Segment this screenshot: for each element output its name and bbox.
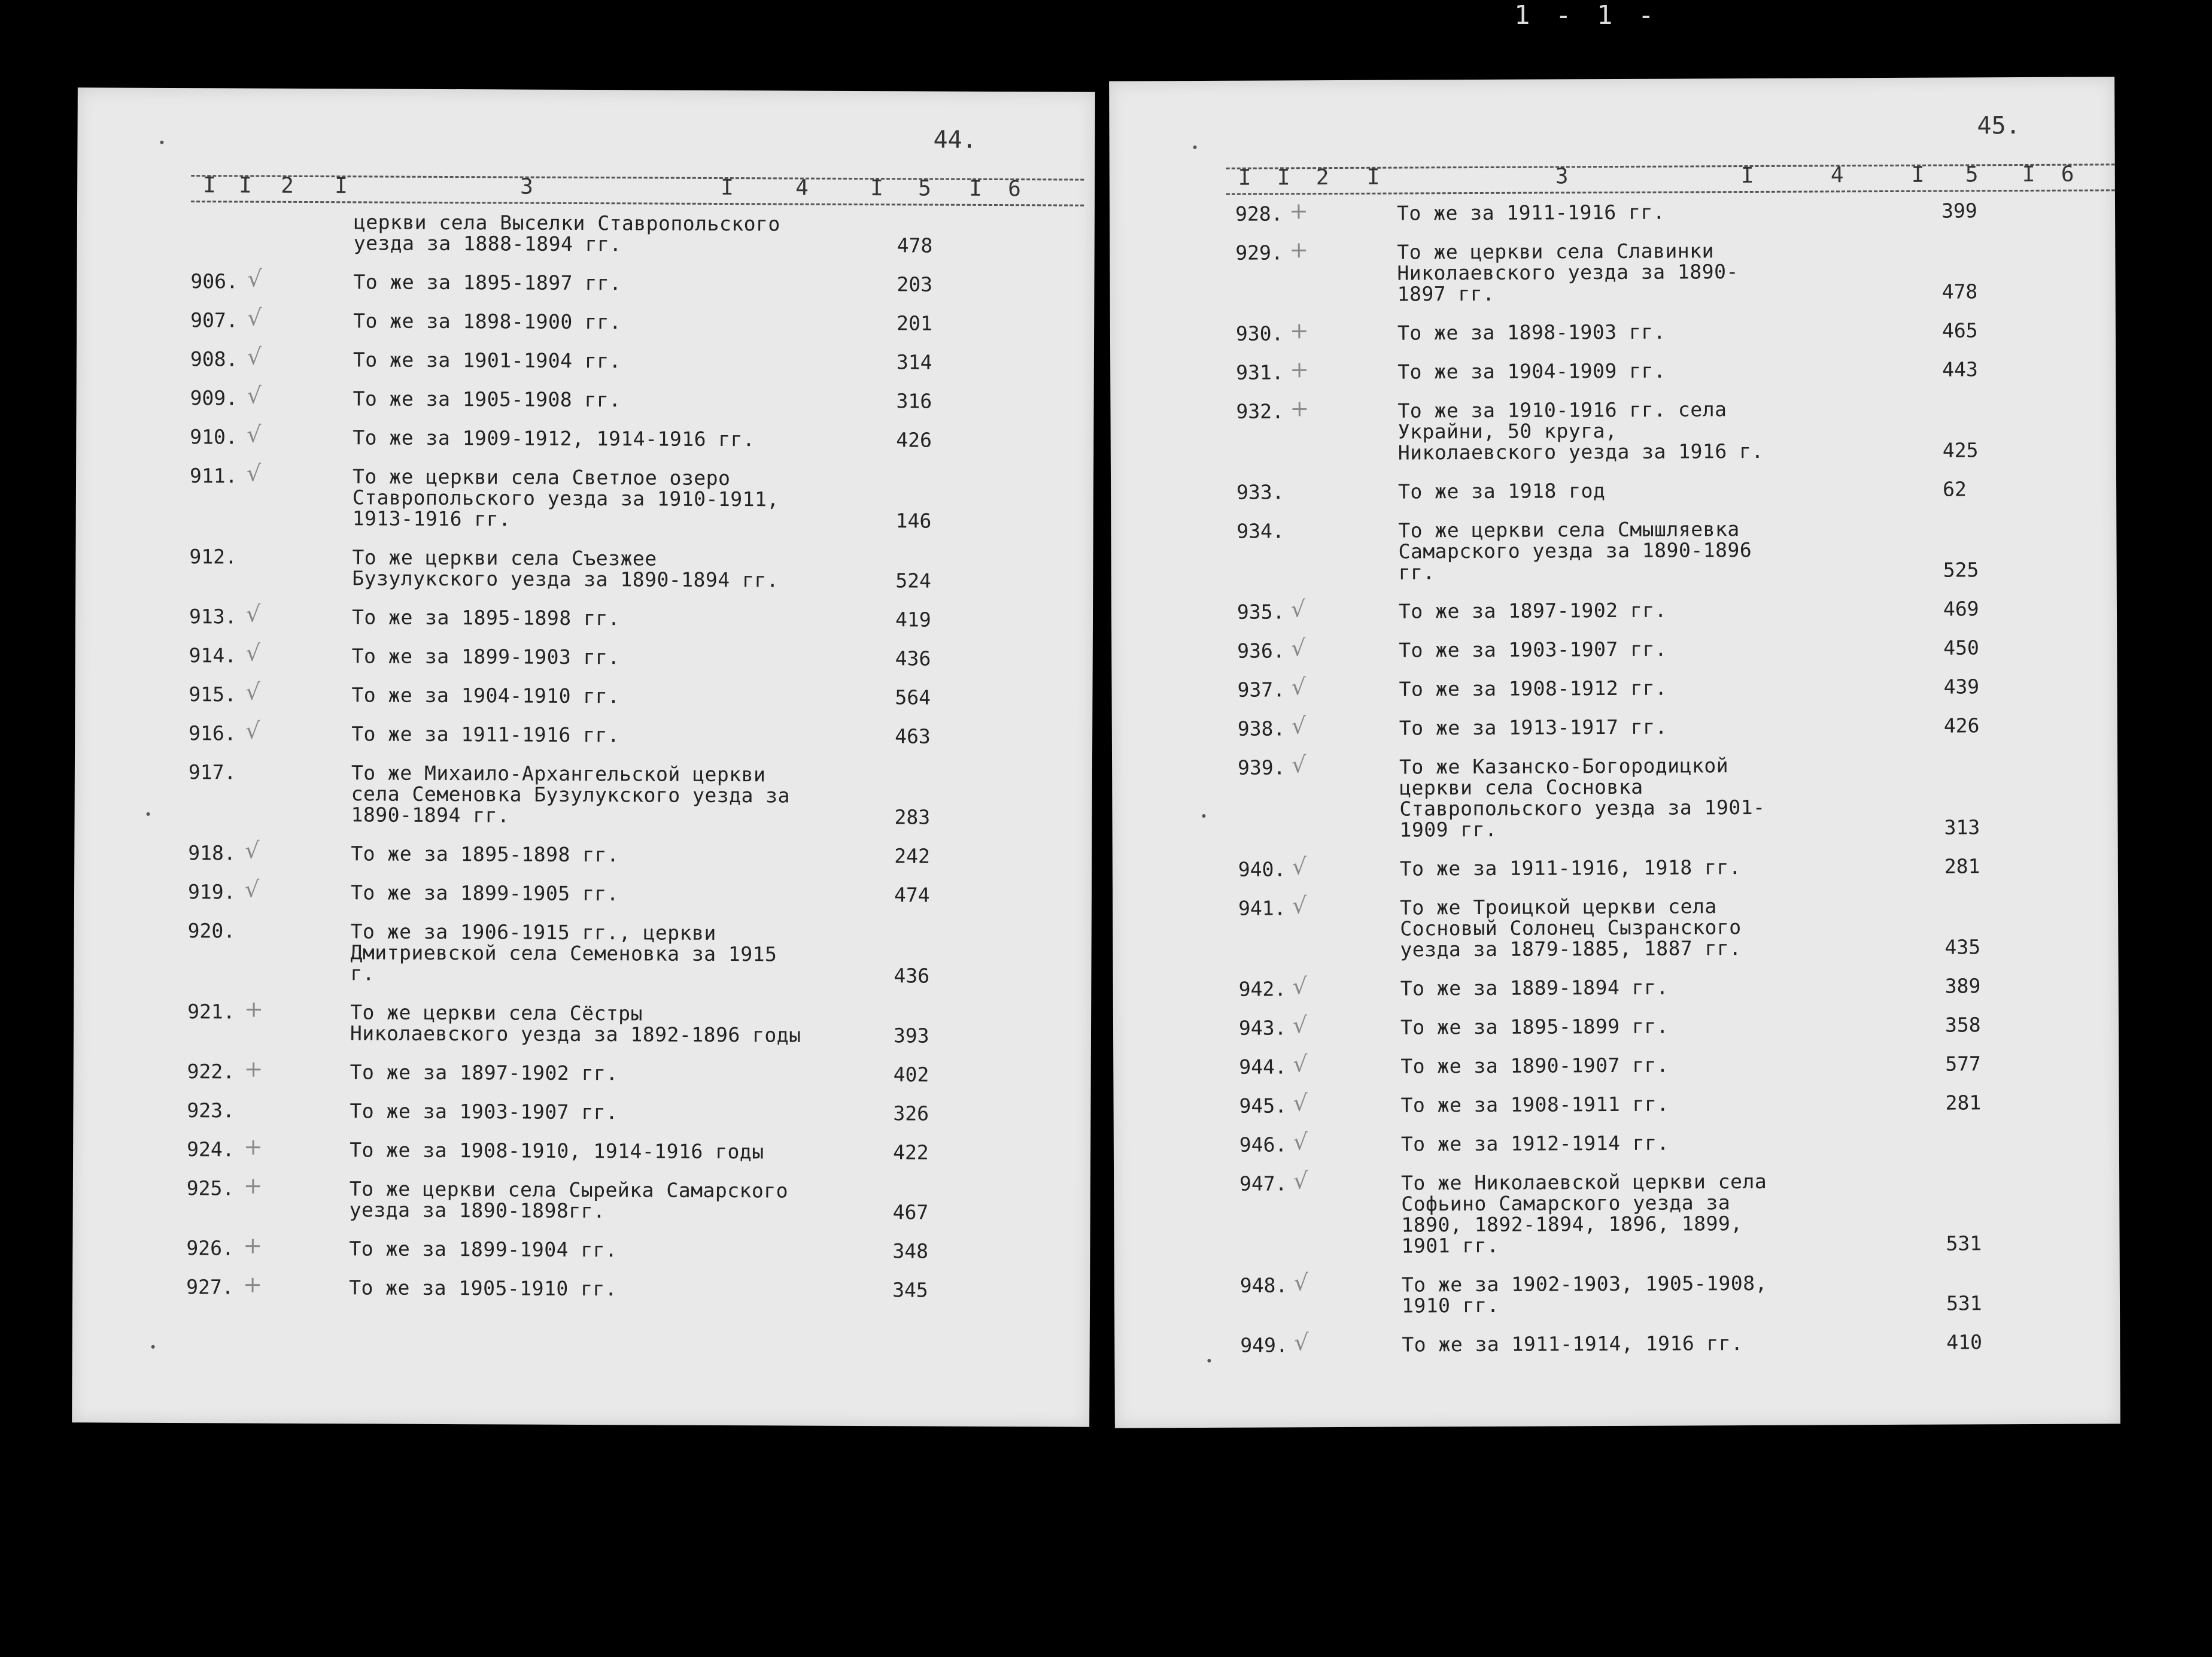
record-number: 946.: [1239, 1133, 1287, 1157]
sheet-count: 426: [896, 428, 932, 452]
check-mark: √: [245, 639, 261, 666]
record-number: 922.: [187, 1060, 235, 1084]
sheet-count: 313: [1944, 815, 1980, 839]
record-row: [1114, 1169, 2120, 1257]
record-number: 912.: [189, 545, 238, 569]
sheet-count: 399: [1941, 199, 1977, 223]
record-row: [77, 304, 1094, 335]
record-description: То же за 1911-1914, 1916 гг.: [1402, 1331, 1743, 1356]
sheet-count: 435: [1944, 935, 1981, 959]
sheet-count: 478: [1941, 280, 1978, 304]
record-description: То же за 1897-1902 гг.: [1398, 598, 1667, 623]
record-row: [75, 678, 1092, 709]
record-number: 920.: [187, 919, 236, 943]
header-col-3: 3: [520, 174, 533, 199]
record-number: 948.: [1239, 1273, 1288, 1297]
record-number: 924.: [187, 1137, 235, 1161]
record-description: То же за 1903-1907 гг.: [1399, 637, 1667, 662]
record-row: [1113, 1013, 2119, 1039]
record-description: То же за 1908-1911 гг.: [1400, 1092, 1669, 1117]
record-description: То же за 1902-1903, 1905-1908, 1910 гг.: [1401, 1271, 1767, 1318]
record-row: [73, 1172, 1090, 1224]
sheet-count: 531: [1946, 1291, 1982, 1315]
record-description: То же за 1908-1910, 1914-1916 годы: [350, 1138, 764, 1164]
margin-dot: [160, 141, 163, 144]
record-description: То же за 1912-1914 гг.: [1400, 1131, 1670, 1156]
record-description: То же церкви села Съезжее Бузулукского уезда за 1890-1894 гг.: [352, 545, 779, 592]
record-row: [1111, 597, 2117, 623]
page-number: 44.: [933, 126, 977, 154]
check-mark: √: [1292, 973, 1308, 1000]
record-row: [1110, 358, 2116, 383]
sheet-count: 348: [892, 1239, 929, 1263]
record-row: [1114, 1271, 2120, 1317]
record-row: [1113, 855, 2118, 880]
check-mark: √: [245, 837, 260, 864]
record-row: [1113, 975, 2119, 1000]
record-description: То же Троицкой церкви села Сосновый Солонец Сызранского уезда за 1879-1885, 1887 гг.: [1400, 894, 1742, 961]
record-number: 926.: [186, 1236, 234, 1260]
check-mark: √: [1291, 635, 1306, 661]
record-number: 931.: [1236, 360, 1284, 384]
record-description: То же за 1897-1902 гг.: [350, 1060, 618, 1085]
record-description: То же за 1895-1898 гг.: [351, 842, 619, 867]
record-description: То же за 1890-1907 гг.: [1400, 1053, 1669, 1078]
check-mark: +: [244, 996, 264, 1022]
header-col-2: 2: [281, 173, 294, 198]
header-col-sep: I: [1911, 162, 1925, 187]
header-col-5: 5: [918, 176, 931, 201]
record-description: То же за 1909-1912, 1914-1916 гг.: [353, 426, 755, 451]
record-number: 936.: [1237, 639, 1285, 663]
check-mark: √: [1293, 1051, 1308, 1078]
check-mark: +: [243, 1232, 263, 1259]
check-mark: +: [243, 1271, 263, 1298]
check-mark: +: [1289, 317, 1309, 344]
record-row: [77, 382, 1094, 413]
header-col-4: 4: [1830, 163, 1844, 188]
check-mark: +: [244, 1133, 263, 1160]
record-description: То же за 1901-1904 гг.: [353, 348, 622, 373]
sheet-count: 62: [1943, 477, 1967, 501]
record-number: 939.: [1238, 755, 1286, 779]
record-description: То же церкви села Сёстры Николаевского уезда за 1892-1896 годы: [350, 1000, 801, 1047]
record-number: 934.: [1236, 519, 1284, 543]
record-number: 942.: [1238, 977, 1287, 1001]
record-description: То же церкви села Сырейка Самарского уезда за 1890-1898гг.: [349, 1177, 789, 1223]
sheet-count: 283: [894, 805, 931, 829]
sheet-count: 314: [896, 350, 932, 374]
record-row: [1111, 636, 2117, 661]
record-row: [1113, 1052, 2119, 1078]
record-description: То же за 1899-1904 гг.: [349, 1237, 618, 1262]
record-row: [1111, 675, 2117, 700]
top-mark: 1 - 1 -: [1514, 0, 1659, 31]
record-row: [1113, 894, 2118, 961]
header-col-sep: I: [1238, 165, 1251, 190]
sheet-count: 316: [896, 389, 932, 413]
sheet-count: 242: [894, 844, 930, 868]
record-number: 908.: [190, 347, 238, 371]
record-description: То же за 1895-1897 гг.: [353, 270, 622, 295]
sheet-count: 345: [892, 1278, 928, 1302]
sheet-count: 326: [893, 1101, 929, 1125]
check-mark: √: [245, 600, 261, 627]
check-mark: √: [244, 876, 260, 903]
header-col-2: 2: [1315, 165, 1329, 190]
header-col-sep: I: [335, 174, 348, 199]
sheet-count: 469: [1943, 597, 1979, 621]
record-row: [75, 761, 1092, 828]
record-row: [77, 343, 1094, 374]
header-col-4: 4: [795, 175, 809, 201]
record-row: [1110, 238, 2115, 305]
record-row: [73, 1099, 1090, 1124]
sheet-count: 524: [895, 569, 931, 593]
record-description: То же Казанско-Богородицкой церкви села Сосновка Ставропольского уезда за 1901-1909 гг.: [1399, 754, 1766, 842]
record-number: 928.: [1235, 202, 1283, 226]
record-row: [76, 460, 1093, 533]
record-number: 949.: [1240, 1333, 1288, 1357]
record-list: [1110, 199, 2120, 1374]
record-number: 913.: [189, 605, 237, 629]
record-row: [1112, 753, 2118, 841]
header-col-sep: I: [969, 176, 982, 201]
record-row: [1110, 397, 2116, 464]
sheet-count: 281: [1944, 854, 1980, 878]
check-mark: +: [1290, 356, 1309, 383]
sheet-count: 436: [895, 647, 931, 670]
record-description: То же за 1913-1917 гг.: [1399, 715, 1667, 740]
sheet-count: 281: [1945, 1091, 1982, 1115]
sheet-count: 465: [1941, 318, 1978, 342]
record-row: [1112, 714, 2117, 739]
check-mark: √: [1293, 1167, 1308, 1194]
record-description: То же за 1889-1894 гг.: [1400, 975, 1669, 1000]
record-number: 927.: [186, 1275, 234, 1299]
record-row: [73, 1133, 1090, 1164]
check-mark: √: [247, 343, 262, 370]
record-description: То же Николаевской церкви села Софьино Самарского уезда за 1890, 1892-1894, 1896, 1899, 1901 гг.: [1401, 1169, 1767, 1258]
sheet-count: 389: [1944, 974, 1981, 998]
record-row: [75, 600, 1093, 632]
record-number: 907.: [190, 308, 238, 332]
column-header: [191, 175, 1084, 207]
record-row: [75, 717, 1092, 748]
record-row: [1114, 1130, 2119, 1155]
check-mark: +: [243, 1172, 263, 1199]
record-description: церкви села Выселки Ставропольского уезда за 1888-1894 гг.: [353, 210, 780, 256]
check-mark: +: [1290, 395, 1309, 422]
check-mark: √: [1293, 1090, 1308, 1116]
check-mark: √: [1292, 892, 1307, 919]
sheet-count: 393: [893, 1024, 929, 1048]
header-col-sep: I: [721, 175, 734, 201]
record-row: [74, 1055, 1091, 1087]
record-description: То же Михаило-Архангельской церкви села Семеновка Бузулукского уезда за 1890-1894 гг.: [351, 761, 791, 827]
record-description: То же церкви села Смышляевка Самарского уезда за 1890-1896 гг.: [1398, 517, 1752, 584]
sheet-count: 525: [1943, 558, 1979, 582]
sheet-count: 410: [1946, 1330, 1982, 1354]
record-description: То же за 1908-1912 гг.: [1399, 676, 1667, 701]
record-description: То же церкви села Славинки Николаевского уезда за 1890-1897 гг.: [1397, 239, 1739, 306]
record-description: То же за 1895-1898 гг.: [351, 605, 621, 630]
record-description: То же за 1904-1910 гг.: [351, 683, 620, 708]
record-number: 909.: [190, 386, 238, 410]
page-number: 45.: [1977, 112, 2020, 140]
record-number: 937.: [1237, 678, 1286, 702]
sheet-count: 358: [1944, 1013, 1981, 1037]
header-col-sep: I: [1277, 165, 1290, 190]
record-row: [74, 996, 1091, 1048]
record-number: 943.: [1238, 1016, 1287, 1040]
page-right: [1109, 77, 2120, 1428]
record-number: 910.: [190, 425, 238, 449]
sheet-count: 467: [892, 1200, 929, 1224]
record-description: То же за 1911-1916, 1918 гг.: [1399, 855, 1742, 881]
sheet-count: 439: [1943, 675, 1980, 699]
check-mark: √: [1290, 596, 1306, 623]
record-description: То же за 1906-1915 гг., церкви Дмитриевской села Семеновка за 1915 г.: [350, 919, 777, 985]
record-number: 915.: [189, 682, 237, 706]
sheet-count: 436: [894, 964, 930, 988]
header-col-sep: I: [2022, 162, 2035, 187]
record-description: То же за 1910-1916 гг. села Украйни, 50 круга, Николаевского уезда за 1916 г.: [1397, 397, 1764, 465]
record-description: То же за 1903-1907 гг.: [350, 1099, 618, 1124]
record-number: 933.: [1236, 480, 1284, 504]
page-left: [72, 87, 1095, 1427]
header-col-sep: I: [203, 173, 216, 198]
sheet-count: 577: [1945, 1052, 1981, 1076]
sheet-count: 474: [894, 883, 930, 907]
record-row: [76, 421, 1093, 452]
record-row: [75, 545, 1093, 591]
record-row: [77, 210, 1095, 256]
record-number: 938.: [1237, 717, 1286, 741]
record-description: То же за 1895-1899 гг.: [1400, 1014, 1669, 1039]
record-number: 914.: [189, 644, 237, 667]
record-row: [1113, 1091, 2119, 1116]
margin-dot: [151, 1345, 155, 1349]
sheet-count: 422: [893, 1140, 929, 1164]
sheet-count: 146: [895, 509, 932, 533]
check-mark: √: [247, 304, 262, 331]
check-mark: √: [1292, 853, 1307, 880]
check-mark: √: [1291, 673, 1306, 700]
record-row: [72, 1232, 1090, 1263]
sheet-count: 201: [897, 311, 932, 335]
record-number: 911.: [189, 464, 238, 488]
sheet-count: 443: [1942, 357, 1978, 381]
header-col-sep: I: [239, 173, 252, 198]
column-header: [1226, 163, 2115, 195]
sheet-count: 203: [897, 272, 933, 296]
record-row: [75, 639, 1093, 670]
check-mark: √: [1293, 1269, 1309, 1296]
header-col-6: 6: [1008, 177, 1021, 202]
record-row: [74, 876, 1092, 907]
check-mark: +: [1289, 198, 1308, 224]
header-col-6: 6: [2061, 162, 2074, 187]
record-number: 925.: [186, 1176, 235, 1200]
record-number: 944.: [1239, 1055, 1287, 1079]
record-description: То же за 1911-1916 гг.: [1396, 200, 1666, 225]
sheet-count: 450: [1943, 636, 1979, 660]
record-number: 929.: [1235, 241, 1283, 265]
record-row: [1111, 517, 2116, 584]
record-row: [1114, 1331, 2120, 1356]
record-number: 923.: [187, 1098, 235, 1122]
check-mark: +: [244, 1055, 263, 1082]
check-mark: √: [1293, 1128, 1308, 1155]
check-mark: √: [245, 678, 260, 705]
sheet-count: 463: [895, 724, 931, 748]
check-mark: √: [1291, 751, 1306, 778]
check-mark: √: [1291, 712, 1306, 739]
header-col-3: 3: [1555, 164, 1569, 189]
record-number: 935.: [1236, 600, 1285, 624]
record-description: То же за 1905-1910 гг.: [349, 1276, 618, 1301]
record-description: То же церкви села Светлое озеро Ставропольского уезда за 1910-1911, 1913-1916 гг.: [352, 465, 779, 531]
sheet-count: 531: [1946, 1231, 1982, 1255]
record-number: 940.: [1238, 857, 1286, 881]
record-number: 918.: [188, 841, 236, 865]
record-number: 916.: [189, 721, 236, 745]
record-number: 921.: [187, 1000, 235, 1024]
check-mark: √: [1292, 1012, 1308, 1039]
record-description: То же за 1899-1903 гг.: [351, 644, 620, 669]
header-col-sep: I: [870, 176, 883, 201]
check-mark: √: [247, 382, 262, 409]
header-col-sep: I: [1740, 163, 1754, 189]
check-mark: √: [247, 265, 262, 292]
sheet-count: 478: [897, 233, 933, 257]
record-number: 947.: [1239, 1172, 1287, 1195]
record-description: То же за 1905-1908 гг.: [353, 387, 621, 412]
record-row: [72, 1271, 1090, 1302]
header-col-5: 5: [1965, 162, 1979, 187]
sheet-count: 402: [893, 1063, 929, 1087]
record-row: [74, 919, 1091, 987]
sheet-count: 419: [895, 608, 931, 632]
record-number: 919.: [187, 880, 236, 904]
record-number: 932.: [1236, 399, 1284, 423]
record-description: То же за 1904-1909 гг.: [1397, 359, 1666, 384]
record-description: То же за 1911-1916 гг.: [351, 722, 620, 747]
check-mark: √: [246, 460, 262, 487]
record-number: 941.: [1238, 896, 1286, 920]
record-row: [74, 837, 1092, 868]
record-row: [1110, 319, 2116, 344]
check-mark: √: [245, 717, 260, 744]
header-col-sep: I: [1366, 165, 1380, 190]
record-row: [77, 265, 1094, 296]
sheet-count: 426: [1943, 714, 1980, 738]
record-description: То же за 1898-1900 гг.: [353, 309, 622, 334]
record-description: То же за 1899-1905 гг.: [350, 881, 619, 906]
sheet-count: 425: [1942, 438, 1979, 462]
record-description: То же за 1898-1903 гг.: [1397, 320, 1666, 345]
record-number: 917.: [188, 760, 236, 784]
check-mark: √: [1294, 1329, 1309, 1356]
margin-dot: [1193, 145, 1197, 149]
check-mark: √: [247, 421, 262, 448]
record-row: [1111, 478, 2116, 503]
record-list: [72, 210, 1095, 1319]
record-number: 945.: [1239, 1094, 1287, 1118]
record-number: 906.: [190, 269, 239, 293]
sheet-count: 564: [895, 685, 931, 709]
record-description: То же за 1918 год: [1398, 479, 1606, 503]
check-mark: +: [1289, 236, 1309, 263]
record-number: 930.: [1235, 321, 1284, 345]
record-row: [1110, 199, 2115, 224]
